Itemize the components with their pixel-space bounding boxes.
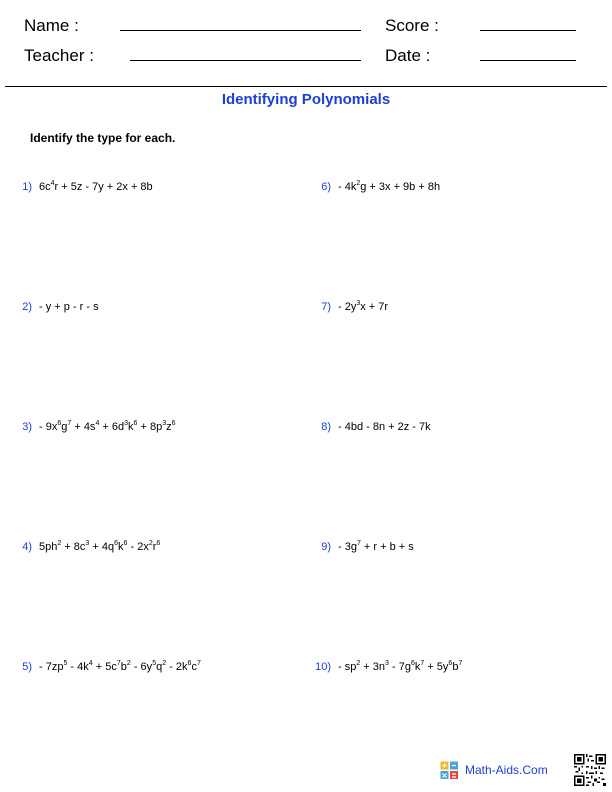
problem-number: 9) xyxy=(321,541,331,553)
teacher-field-line[interactable] xyxy=(130,60,361,61)
problem-number: 1) xyxy=(22,181,32,193)
teacher-label: Teacher : xyxy=(24,46,94,65)
term-text: k xyxy=(118,541,124,553)
term-text: - 4k xyxy=(338,181,357,193)
exponent: 3 xyxy=(124,420,129,427)
term-text: c xyxy=(191,661,197,673)
exponent: 4 xyxy=(50,180,55,187)
term-text: - 7g xyxy=(388,661,411,673)
term-text: + 4s xyxy=(71,421,96,433)
problem-number: 2) xyxy=(22,301,32,313)
exponent: 4 xyxy=(95,420,100,427)
exponent: 3 xyxy=(162,420,167,427)
exponent: 6 xyxy=(133,420,138,427)
worksheet-title: Identifying Polynomials xyxy=(221,91,391,108)
term-text: 5ph xyxy=(39,541,58,553)
problem-expression xyxy=(39,661,201,673)
exponent: 6 xyxy=(410,660,415,667)
term-text: - 6y xyxy=(130,661,153,673)
problem-expression xyxy=(39,421,176,433)
exponent: 2 xyxy=(148,540,153,547)
problem-2 xyxy=(16,301,99,313)
problem-6 xyxy=(312,181,440,193)
exponent: 7 xyxy=(458,660,463,667)
name-field-line[interactable] xyxy=(120,30,361,31)
exponent: 7 xyxy=(420,660,425,667)
exponent: 3 xyxy=(85,540,90,547)
exponent: 2 xyxy=(162,660,167,667)
exponent: 6 xyxy=(156,540,161,547)
problem-number: 3) xyxy=(22,421,32,433)
exponent: 5 xyxy=(63,660,68,667)
term-text: - 2y xyxy=(338,301,357,313)
exponent: 6 xyxy=(57,420,62,427)
exponent: 5 xyxy=(152,660,157,667)
term-text: g xyxy=(61,421,68,433)
problem-expression xyxy=(338,181,440,193)
term-text: g + 3x + 9b + 8h xyxy=(360,181,441,193)
exponent: 7 xyxy=(196,660,201,667)
term-text: + 3n xyxy=(360,661,386,673)
exponent: 4 xyxy=(88,660,93,667)
problem-expression xyxy=(39,541,160,553)
term-text: r xyxy=(152,541,157,553)
qr-code-icon xyxy=(574,754,606,786)
date-field-line[interactable] xyxy=(480,60,576,61)
term-text: - 3g xyxy=(338,541,357,553)
problem-10 xyxy=(312,661,462,673)
term-text: + 4q xyxy=(89,541,115,553)
term-text: z xyxy=(166,421,172,433)
term-text: + 8p xyxy=(137,421,163,433)
exponent: 7 xyxy=(116,660,121,667)
term-text: - 2k xyxy=(166,661,188,673)
problem-7 xyxy=(312,301,388,313)
problem-8 xyxy=(312,421,431,433)
exponent: 6 xyxy=(114,540,119,547)
instructions: Identify the type for each. xyxy=(30,131,176,145)
problem-3 xyxy=(16,421,176,433)
term-text: + 6d xyxy=(99,421,125,433)
score-label: Score : xyxy=(385,16,439,35)
term-text: + 5y xyxy=(424,661,449,673)
exponent: 2 xyxy=(356,180,361,187)
term-text: + 8c xyxy=(61,541,86,553)
date-label: Date : xyxy=(385,46,431,65)
term-text: + r + b + s xyxy=(360,541,414,553)
header-divider xyxy=(5,86,607,87)
exponent: 6 xyxy=(123,540,128,547)
problem-9 xyxy=(312,541,414,553)
term-text: 6c xyxy=(39,181,51,193)
problem-5 xyxy=(16,661,201,673)
problem-expression xyxy=(338,421,431,433)
term-text: - 2x xyxy=(127,541,149,553)
calculator-icon xyxy=(440,761,459,780)
term-text: k xyxy=(414,661,421,673)
problem-number: 4) xyxy=(22,541,32,553)
term-text: x + 7r xyxy=(360,301,389,313)
problem-number: 7) xyxy=(321,301,331,313)
problem-number: 5) xyxy=(22,661,32,673)
problem-number: 6) xyxy=(321,181,331,193)
exponent: 2 xyxy=(356,660,361,667)
score-field-line[interactable] xyxy=(480,30,576,31)
exponent: 6 xyxy=(448,660,453,667)
term-text: - y + p - r - s xyxy=(39,301,99,313)
problem-expression xyxy=(39,301,99,313)
exponent: 3 xyxy=(385,660,389,667)
term-text: - 4k xyxy=(67,661,89,673)
term-text: - 4bd - 8n + 2z - 7k xyxy=(338,421,431,433)
exponent: 6 xyxy=(171,420,176,427)
term-text: q xyxy=(156,661,163,673)
exponent: 7 xyxy=(356,540,361,547)
problem-expression xyxy=(338,661,462,673)
problem-number: 8) xyxy=(321,421,331,433)
term-text: b xyxy=(452,661,459,673)
problem-4 xyxy=(16,541,160,553)
problem-1 xyxy=(16,181,153,193)
exponent: 7 xyxy=(67,420,72,427)
term-text: r + 5z - 7y + 2x + 8b xyxy=(54,181,153,193)
problem-expression xyxy=(338,541,414,553)
brand-link[interactable]: Math-Aids.Com xyxy=(465,763,548,777)
exponent: 6 xyxy=(187,660,192,667)
term-text: - sp xyxy=(338,661,357,673)
problem-expression xyxy=(39,181,153,193)
exponent: 3 xyxy=(356,300,361,307)
exponent: 2 xyxy=(126,660,131,667)
term-text: + 5c xyxy=(92,661,117,673)
term-text: k xyxy=(128,421,134,433)
problem-expression xyxy=(338,301,388,313)
term-text: - 7zp xyxy=(39,661,64,673)
problem-number: 10) xyxy=(315,661,331,673)
term-text: b xyxy=(120,661,127,673)
exponent: 2 xyxy=(57,540,62,547)
name-label: Name : xyxy=(24,16,79,35)
term-text: - 9x xyxy=(39,421,58,433)
